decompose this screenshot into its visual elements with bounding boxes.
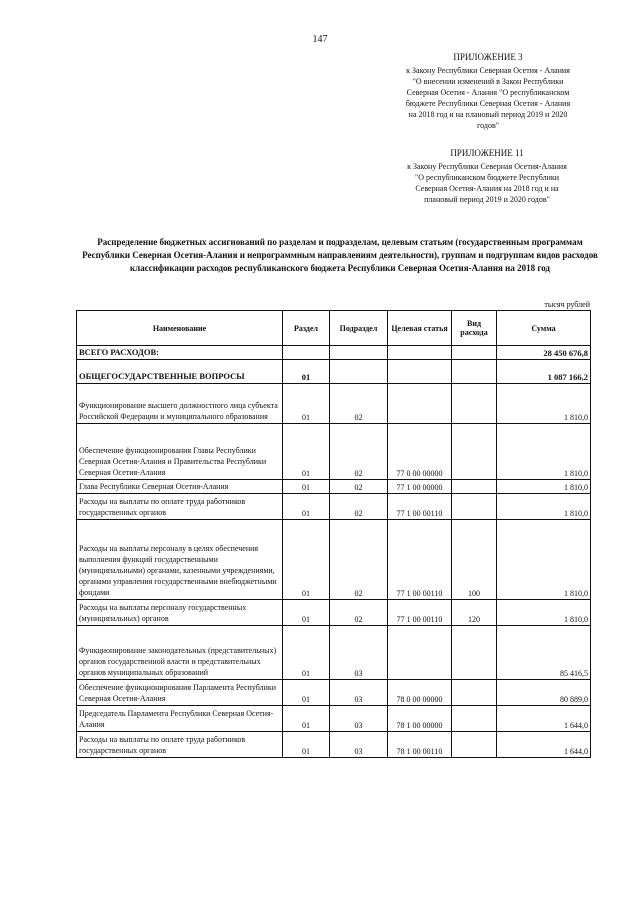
cell-section: 01 xyxy=(283,732,330,758)
appendix-3-heading: ПРИЛОЖЕНИЕ 3 xyxy=(453,52,523,62)
cell-target-article: 78 0 00 00000 xyxy=(388,680,452,706)
header-name: Наименование xyxy=(77,311,283,346)
cell-section: 01 xyxy=(283,494,330,520)
appendix-3-block xyxy=(388,52,588,131)
cell-subsection: 02 xyxy=(330,384,388,424)
cell-section: 01 xyxy=(283,706,330,732)
cell-sum: 85 416,5 xyxy=(497,626,591,680)
appendix-11-line: к Закону Республики Северная Осетия-Алания xyxy=(407,162,567,171)
cell-section: 01 xyxy=(283,424,330,480)
cell-subsection: 02 xyxy=(330,520,388,600)
units-label: тысяч рублей xyxy=(544,300,590,309)
table-row xyxy=(77,424,591,480)
cell-section: 01 xyxy=(283,384,330,424)
header-sum: Сумма xyxy=(497,311,591,346)
cell-name: Расходы на выплаты по оплате труда работников государственных органов xyxy=(77,494,283,520)
table-row xyxy=(77,680,591,706)
cell-subsection: 02 xyxy=(330,600,388,626)
cell-subsection: 03 xyxy=(330,732,388,758)
cell-expense-kind xyxy=(452,360,497,384)
page-number: 147 xyxy=(312,34,328,45)
cell-name: ВСЕГО РАСХОДОВ: xyxy=(77,346,283,360)
appendix-11-line: плановый период 2019 и 2020 годов" xyxy=(424,195,550,204)
cell-name: ОБЩЕГОСУДАРСТВЕННЫЕ ВОПРОСЫ xyxy=(77,360,283,384)
cell-section: 01 xyxy=(283,600,330,626)
budget-table xyxy=(76,310,591,758)
table-row xyxy=(77,360,591,384)
cell-sum: 1 810,0 xyxy=(497,384,591,424)
cell-sum: 1 644,0 xyxy=(497,706,591,732)
cell-expense-kind xyxy=(452,732,497,758)
cell-name: Расходы на выплаты персоналу в целях обеспечения выполнения функций государственными (муниципальными) органами, казенными учреждениями, органами управления государственными внебюджетными фондами xyxy=(77,520,283,600)
table-row xyxy=(77,480,591,494)
cell-expense-kind xyxy=(452,706,497,732)
table-row xyxy=(77,626,591,680)
header-section: Раздел xyxy=(283,311,330,346)
cell-target-article: 77 1 00 00110 xyxy=(388,494,452,520)
cell-subsection: 03 xyxy=(330,626,388,680)
cell-subsection: 02 xyxy=(330,480,388,494)
cell-expense-kind xyxy=(452,424,497,480)
appendix-3-line: годов" xyxy=(477,121,499,130)
cell-subsection: 03 xyxy=(330,706,388,732)
cell-sum: 1 644,0 xyxy=(497,732,591,758)
cell-name: Функционирование законодательных (представительных) органов государственной власти и представительных органов муниципальных образований xyxy=(77,626,283,680)
cell-sum: 28 450 676,8 xyxy=(497,346,591,360)
cell-subsection: 02 xyxy=(330,494,388,520)
table-row xyxy=(77,600,591,626)
appendix-3-line: бюджете Республики Северная Осетия - Алания xyxy=(405,99,571,108)
cell-section xyxy=(283,346,330,360)
appendix-11-line: "О республиканском бюджете Республики xyxy=(414,173,560,182)
cell-subsection xyxy=(330,346,388,360)
table-row xyxy=(77,346,591,360)
table-row xyxy=(77,706,591,732)
cell-target-article: 77 0 00 00000 xyxy=(388,424,452,480)
cell-name: Обеспечение функционирования Парламента Республики Северная Осетия-Алания xyxy=(77,680,283,706)
cell-sum: 1 810,0 xyxy=(497,600,591,626)
cell-target-article: 77 1 00 00110 xyxy=(388,600,452,626)
cell-target-article xyxy=(388,360,452,384)
cell-sum: 1 810,0 xyxy=(497,480,591,494)
header-expense-kind: Вид расхода xyxy=(452,311,497,346)
cell-section: 01 xyxy=(283,360,330,384)
cell-section: 01 xyxy=(283,680,330,706)
cell-sum: 1 810,0 xyxy=(497,424,591,480)
cell-subsection: 03 xyxy=(330,680,388,706)
appendix-3-line: к Закону Республики Северная Осетия - Алания xyxy=(406,66,570,75)
document-title: Распределение бюджетных ассигнований по разделам и подразделам, целевым статьям (государственным программам Республики Северная Осетия-Алания и непрограммным направлениям деятельности), группам и подгруппам видов расходов классификации расходов республиканского бюджета Республики Северная Осетия-Алания на 2018 год xyxy=(82,237,598,273)
cell-target-article xyxy=(388,626,452,680)
cell-section: 01 xyxy=(283,520,330,600)
cell-expense-kind xyxy=(452,346,497,360)
cell-sum: 1 087 166,2 xyxy=(497,360,591,384)
table-row xyxy=(77,732,591,758)
cell-target-article: 78 1 00 00000 xyxy=(388,706,452,732)
cell-expense-kind xyxy=(452,494,497,520)
cell-expense-kind xyxy=(452,626,497,680)
appendix-11-heading: ПРИЛОЖЕНИЕ 11 xyxy=(450,148,524,158)
cell-expense-kind xyxy=(452,384,497,424)
cell-section: 01 xyxy=(283,480,330,494)
cell-sum: 1 810,0 xyxy=(497,494,591,520)
cell-target-article: 77 1 00 00000 xyxy=(388,480,452,494)
table-row xyxy=(77,520,591,600)
cell-name: Расходы на выплаты персоналу государственных (муниципальных) органов xyxy=(77,600,283,626)
cell-target-article xyxy=(388,346,452,360)
cell-expense-kind: 100 xyxy=(452,520,497,600)
table-row xyxy=(77,384,591,424)
cell-expense-kind xyxy=(452,480,497,494)
cell-subsection: 02 xyxy=(330,424,388,480)
cell-name: Председатель Парламента Республики Северная Осетия-Алания xyxy=(77,706,283,732)
cell-name: Расходы на выплаты по оплате труда работников государственных органов xyxy=(77,732,283,758)
appendix-3-line: на 2018 год и на плановый период 2019 и 2020 xyxy=(408,110,568,119)
cell-sum: 1 810,0 xyxy=(497,520,591,600)
header-target-article: Целевая статья xyxy=(388,311,452,346)
cell-target-article: 77 1 00 00110 xyxy=(388,520,452,600)
cell-sum: 80 889,0 xyxy=(497,680,591,706)
cell-name: Обеспечение функционирования Главы Республики Северная Осетия-Алания и Правительства Республики Северная Осетия-Алания xyxy=(77,424,283,480)
appendix-11-block xyxy=(394,148,580,205)
cell-expense-kind xyxy=(452,680,497,706)
cell-subsection xyxy=(330,360,388,384)
cell-name: Глава Республики Северная Осетия-Алания xyxy=(77,480,283,494)
cell-section: 01 xyxy=(283,626,330,680)
cell-target-article xyxy=(388,384,452,424)
cell-expense-kind: 120 xyxy=(452,600,497,626)
cell-name: Функционирование высшего должностного лица субъекта Российской Федерации и муниципального образования xyxy=(77,384,283,424)
cell-target-article: 78 1 00 00110 xyxy=(388,732,452,758)
table-row xyxy=(77,494,591,520)
table-header-row xyxy=(77,311,591,346)
appendix-3-line: "О внесении изменений в Закон Республики xyxy=(412,77,564,86)
appendix-11-line: Северная Осетия-Алания на 2018 год и на xyxy=(415,184,559,193)
appendix-3-line: Северная Осетия - Алания "О республиканском xyxy=(406,88,570,97)
header-subsection: Подраздел xyxy=(330,311,388,346)
